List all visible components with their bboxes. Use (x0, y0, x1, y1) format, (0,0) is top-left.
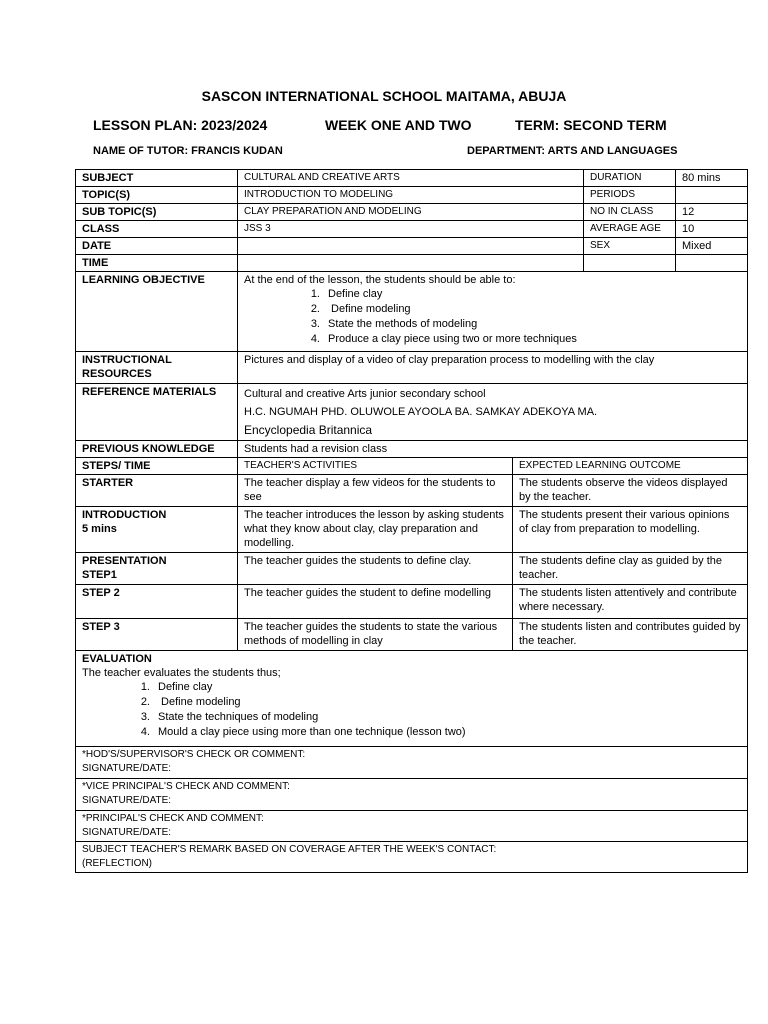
objective-item: 2. Define modeling (310, 303, 411, 315)
reflection-label: (REFLECTION) (82, 858, 152, 869)
subtopic-value: CLAY PREPARATION AND MODELING (238, 204, 584, 221)
time-row (76, 255, 748, 272)
tutor-name: NAME OF TUTOR: FRANCIS KUDAN (93, 145, 283, 157)
step-teacher-activity: The teacher guides the students to state the various methods of modelling in clay (238, 619, 513, 651)
topic-label: TOPIC(S) (76, 187, 238, 204)
class-label: CLASS (76, 221, 238, 238)
objective-item: 4. Produce a clay piece using two or more techniques (310, 333, 577, 345)
evaluation-item: 1. Define clay (140, 681, 213, 693)
references-row (76, 384, 748, 441)
noinclass-value: 12 (676, 204, 748, 221)
class-row (76, 221, 748, 238)
date-value (238, 238, 584, 255)
references-content (238, 384, 748, 441)
step-row (76, 585, 748, 619)
expected-outcome-header: EXPECTED LEARNING OUTCOME (513, 458, 748, 475)
topic-value: INTRODUCTION TO MODELING (238, 187, 584, 204)
signature-date-label: SIGNATURE/DATE: (82, 827, 172, 838)
time-value (238, 255, 584, 272)
vp-check (76, 779, 748, 811)
lesson-term: TERM: SECOND TERM (515, 117, 667, 133)
evaluation-row (76, 651, 748, 747)
vp-check-row (76, 779, 748, 811)
avgage-value: 10 (676, 221, 748, 238)
step-label: PRESENTATION STEP1 (76, 553, 238, 585)
step-teacher-activity: The teacher guides the students to define clay. (238, 553, 513, 585)
signature-date-label: SIGNATURE/DATE: (82, 795, 172, 806)
evaluation-content (76, 651, 748, 747)
date-label: DATE (76, 238, 238, 255)
principal-check (76, 811, 748, 842)
duration-value: 80 mins (676, 170, 748, 187)
lesson-plan-year: LESSON PLAN: 2023/2024 (93, 117, 268, 133)
duration-label: DURATION (584, 170, 676, 187)
school-name: SASCON INTERNATIONAL SCHOOL MAITAMA, ABUJA (201, 88, 567, 104)
step-expected-outcome: The students listen and contributes guided by the teacher. (513, 619, 748, 651)
step-expected-outcome: The students observe the videos displayed by the teacher. (513, 475, 748, 507)
lesson-plan-table (75, 169, 748, 873)
objective-intro: At the end of the lesson, the students should be able to: (244, 274, 516, 286)
previous-label: PREVIOUS KNOWLEDGE (76, 441, 238, 458)
noinclass-label: NO IN CLASS (584, 204, 676, 221)
subtopic-row (76, 204, 748, 221)
subject-row (76, 170, 748, 187)
step-label: STARTER (76, 475, 238, 507)
periods-label: PERIODS (584, 187, 676, 204)
department-name: DEPARTMENT: ARTS AND LANGUAGES (467, 145, 678, 157)
principal-check-label: *PRINCIPAL'S CHECK AND COMMENT: (82, 813, 264, 824)
steps-header-label: STEPS/ TIME (76, 458, 238, 475)
reference-line: H.C. NGUMAH PHD. OLUWOLE AYOOLA BA. SAMKAY ADEKOYA MA. (244, 406, 598, 418)
resources-value: Pictures and display of a video of clay preparation process to modelling with the clay (238, 352, 748, 384)
reference-line: Cultural and creative Arts junior secondary school (244, 388, 486, 400)
signature-date-label: SIGNATURE/DATE: (82, 763, 172, 774)
objective-item: 1. Define clay (310, 288, 383, 300)
step-label: STEP 2 (76, 585, 238, 619)
resources-row (76, 352, 748, 384)
evaluation-intro: The teacher evaluates the students thus; (82, 667, 281, 679)
sex-value: Mixed (676, 238, 748, 255)
time-label: TIME (76, 255, 238, 272)
objective-content (238, 272, 748, 352)
principal-check-row (76, 811, 748, 842)
objective-label: LEARNING OBJECTIVE (76, 272, 238, 352)
objective-item: 3. State the methods of modeling (310, 318, 478, 330)
evaluation-item: 3. State the techniques of modeling (140, 711, 319, 723)
step-expected-outcome: The students define clay as guided by the teacher. (513, 553, 748, 585)
hod-check (76, 747, 748, 779)
date-row (76, 238, 748, 255)
subtopic-label: SUB TOPIC(S) (76, 204, 238, 221)
vp-check-label: *VICE PRINCIPAL'S CHECK AND COMMENT: (82, 781, 290, 792)
time-empty-2 (676, 255, 748, 272)
step-teacher-activity: The teacher display a few videos for the students to see (238, 475, 513, 507)
hod-check-label: *HOD'S/SUPERVISOR'S CHECK OR COMMENT: (82, 749, 306, 760)
step-row (76, 507, 748, 553)
teacher-remark (76, 842, 748, 873)
hod-check-row (76, 747, 748, 779)
previous-value: Students had a revision class (238, 441, 748, 458)
time-empty-1 (584, 255, 676, 272)
periods-value (676, 187, 748, 204)
lesson-week: WEEK ONE AND TWO (325, 117, 472, 133)
teacher-activities-header: TEACHER'S ACTIVITIES (238, 458, 513, 475)
step-expected-outcome: The students listen attentively and contribute where necessary. (513, 585, 748, 619)
previous-row (76, 441, 748, 458)
objective-row (76, 272, 748, 352)
evaluation-item: 2. Define modeling (140, 696, 241, 708)
teacher-remark-row (76, 842, 748, 873)
objective-list (296, 287, 741, 347)
evaluation-item: 4. Mould a clay piece using more than one technique (lesson two) (140, 726, 466, 738)
step-label: INTRODUCTION 5 mins (76, 507, 238, 553)
step-row (76, 619, 748, 651)
step-label: STEP 3 (76, 619, 238, 651)
sex-label: SEX (584, 238, 676, 255)
step-expected-outcome: The students present their various opinions of clay from preparation to modelling. (513, 507, 748, 553)
steps-header-row (76, 458, 748, 475)
references-label: REFERENCE MATERIALS (76, 384, 238, 441)
resources-label: INSTRUCTIONAL RESOURCES (76, 352, 238, 384)
topic-row (76, 187, 748, 204)
evaluation-list (126, 680, 741, 740)
step-row (76, 475, 748, 507)
reference-line: Encyclopedia Britannica (244, 423, 373, 437)
subject-label: SUBJECT (76, 170, 238, 187)
step-teacher-activity: The teacher introduces the lesson by asking students what they know about clay, clay preparation and modelling. (238, 507, 513, 553)
step-teacher-activity: The teacher guides the student to define modelling (238, 585, 513, 619)
evaluation-label: EVALUATION (82, 653, 152, 665)
step-row (76, 553, 748, 585)
class-value: JSS 3 (238, 221, 584, 238)
teacher-remark-label: SUBJECT TEACHER'S REMARK BASED ON COVERAGE AFTER THE WEEK'S CONTACT: (82, 844, 497, 855)
subject-value: CULTURAL AND CREATIVE ARTS (238, 170, 584, 187)
avgage-label: AVERAGE AGE (584, 221, 676, 238)
